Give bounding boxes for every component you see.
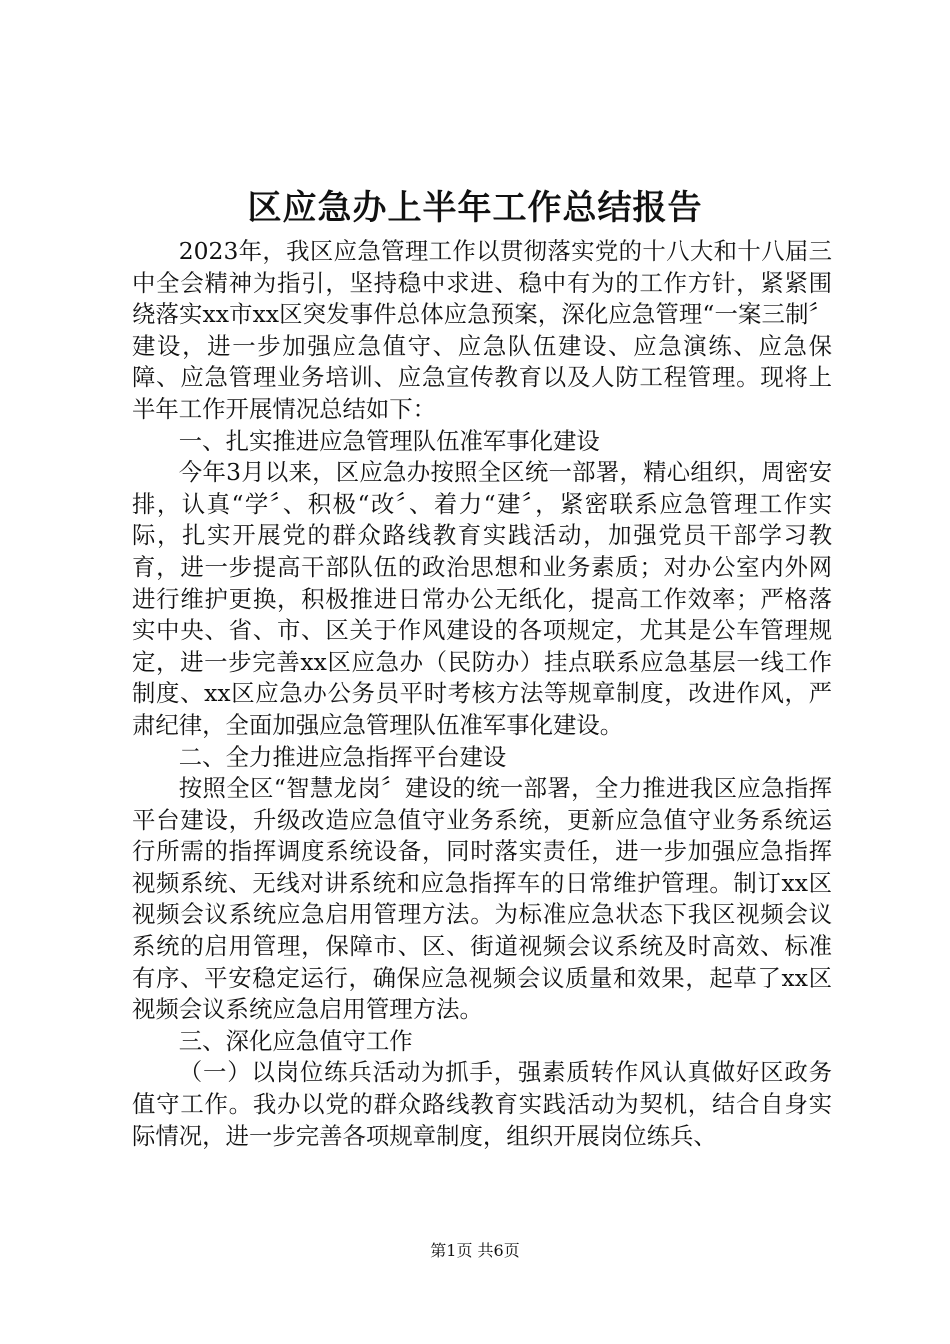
- paragraph-section-1: 今年3月以来，区应急办按照全区统一部署，精心组织，周密安排，认真“学〞、积极“改〞、着力“建〞，紧密联系应急管理工作实际，扎实开展党的群众路线教育实践活动，加强党员干部学习教育，进一步提高干部队伍的政治思想和业务素质；对办公室内外网进行维护更换，积极推进日常办公无纸化，提高工作效率；严格落实中央、省、市、区关于作风建设的各项规定，尤其是公车管理规定，进一步完善xx区应急办（民防办）挂点联系应急基层一线工作制度、xx区应急办公务员平时考核方法等规章制度，改进作风，严肃纪律，全面加强应急管理队伍准军事化建设。: [132, 458, 832, 739]
- paragraph-section-3-1: （一）以岗位练兵活动为抓手，强素质转作风认真做好区政务值守工作。我办以党的群众路线教育实践活动为契机，结合自身实际情况，进一步完善各项规章制度，组织开展岗位练兵、: [132, 1058, 832, 1150]
- page-number: 第1页 共6页: [430, 1241, 520, 1260]
- document-body: [132, 236, 832, 1152]
- document-title: 区应急办上半年工作总结报告: [247, 188, 703, 228]
- section-heading-1: 一、扎实推进应急管理队伍准军事化建设: [178, 426, 600, 455]
- section-heading-3: 三、深化应急值守工作: [178, 1026, 413, 1055]
- paragraph-intro: 2023年，我区应急管理工作以贯彻落实党的十八大和十八届三中全会精神为指引，坚持稳中求进、稳中有为的工作方针，紧紧围绕落实xx市xx区突发事件总体应急预案，深化应急管理“一案三制〞建设，进一步加强应急值守、应急队伍建设、应急演练、应急保障、应急管理业务培训、应急宣传教育以及人防工程管理。现将上半年工作开展情况总结如下：: [132, 237, 832, 423]
- section-heading-2: 二、全力推进应急指挥平台建设: [178, 742, 507, 771]
- paragraph-section-2: 按照全区“智慧龙岗〞建设的统一部署，全力推进我区应急指挥平台建设，升级改造应急值守业务系统，更新应急值守业务系统运行所需的指挥调度系统设备，同时落实责任，进一步加强应急指挥视频系统、无线对讲系统和应急指挥车的日常维护管理。制订xx区视频会议系统应急启用管理方法。为标准应急状态下我区视频会议系统的启用管理，保障市、区、街道视频会议系统及时高效、标准有序、平安稳定运行，确保应急视频会议质量和效果，起草了xx区视频会议系统应急启用管理方法。: [132, 774, 832, 1024]
